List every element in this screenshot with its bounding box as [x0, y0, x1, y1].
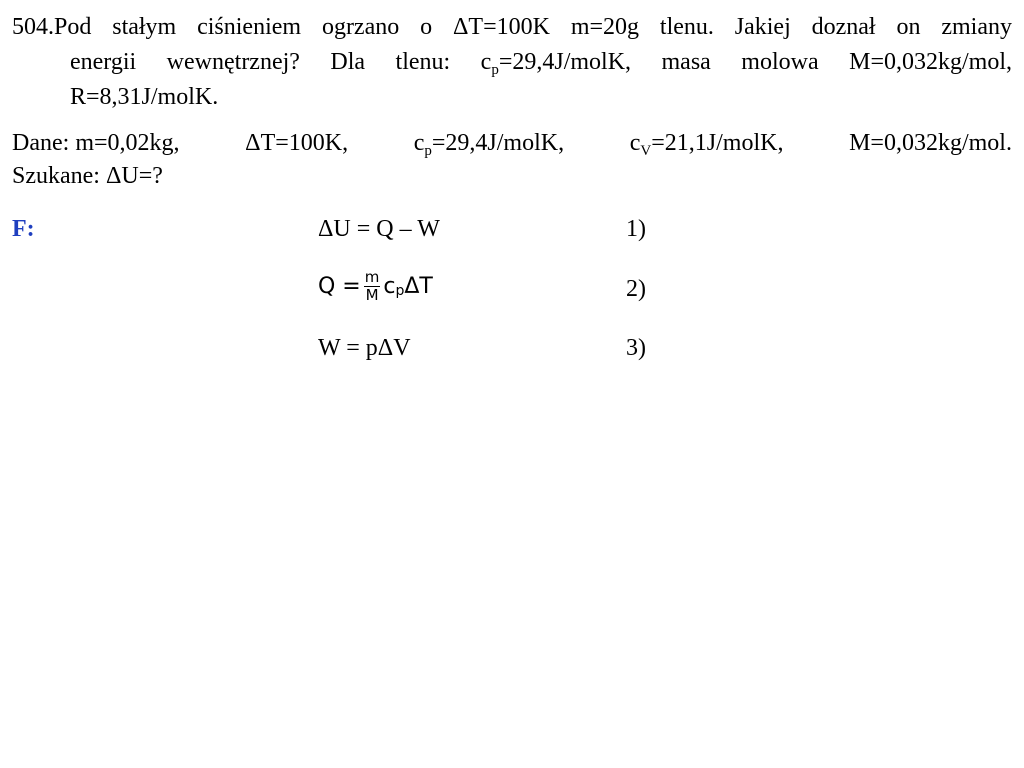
given-molar-mass: M=0,032kg/mol.: [849, 130, 1012, 156]
fraction-denominator: M: [365, 286, 379, 304]
equation-2-c: c: [383, 274, 396, 299]
equation-2: [318, 270, 433, 303]
fraction-numerator: m: [364, 268, 380, 286]
given-delta-t: ΔT=100K,: [245, 130, 349, 156]
equation-2-number: 2): [626, 276, 646, 302]
problem-line-1: 504.Pod stałym ciśnieniem ogrzano o ΔT=100K m=20g tlenu. Jakiej doznał on zmiany: [12, 14, 1012, 40]
problem-line-2-end: =29,4J/molK, masa molowa M=0,032kg/mol,: [498, 49, 1012, 75]
equation-3-number: 3): [626, 335, 646, 361]
given-cp: [414, 127, 564, 160]
given-data-row: [12, 127, 1012, 160]
problem-statement: [12, 10, 1012, 115]
given-mass-value: m=0,02kg,: [75, 130, 180, 156]
equation-2-delta-t: ΔT: [404, 274, 433, 299]
problem-cp-subscript: p: [491, 62, 499, 78]
problem-line-3: R=8,31J/molK.: [70, 84, 219, 110]
given-cp-symbol: c: [413, 130, 425, 156]
given-label: Dane:: [12, 130, 70, 156]
sought-quantity: Szukane: ΔU=?: [12, 163, 163, 189]
problem-line-2: [12, 45, 1012, 80]
fraction-m-over-M: [364, 270, 381, 303]
formulas-label: F:: [12, 216, 35, 242]
problem-line-2-start: energii wewnętrznej? Dla tlenu: c: [70, 49, 492, 75]
equation-1-number: 1): [626, 216, 646, 242]
given-cv-value: =21,1J/molK,: [651, 130, 784, 156]
given-cv-subscript: V: [640, 143, 652, 159]
given-cp-value: =29,4J/molK,: [431, 130, 565, 156]
given-cv-symbol: c: [629, 130, 641, 156]
equation-2-math: [318, 270, 433, 303]
equation-2-subscript: p: [395, 283, 405, 299]
given-cp-subscript: p: [424, 143, 432, 159]
equation-1: ΔU = Q – W: [318, 216, 440, 242]
given-mass: [12, 127, 180, 160]
equation-3: W = pΔV: [318, 335, 411, 361]
given-data: [12, 127, 1012, 193]
given-cv: [630, 127, 784, 160]
equation-2-lhs: Q =: [318, 274, 361, 299]
